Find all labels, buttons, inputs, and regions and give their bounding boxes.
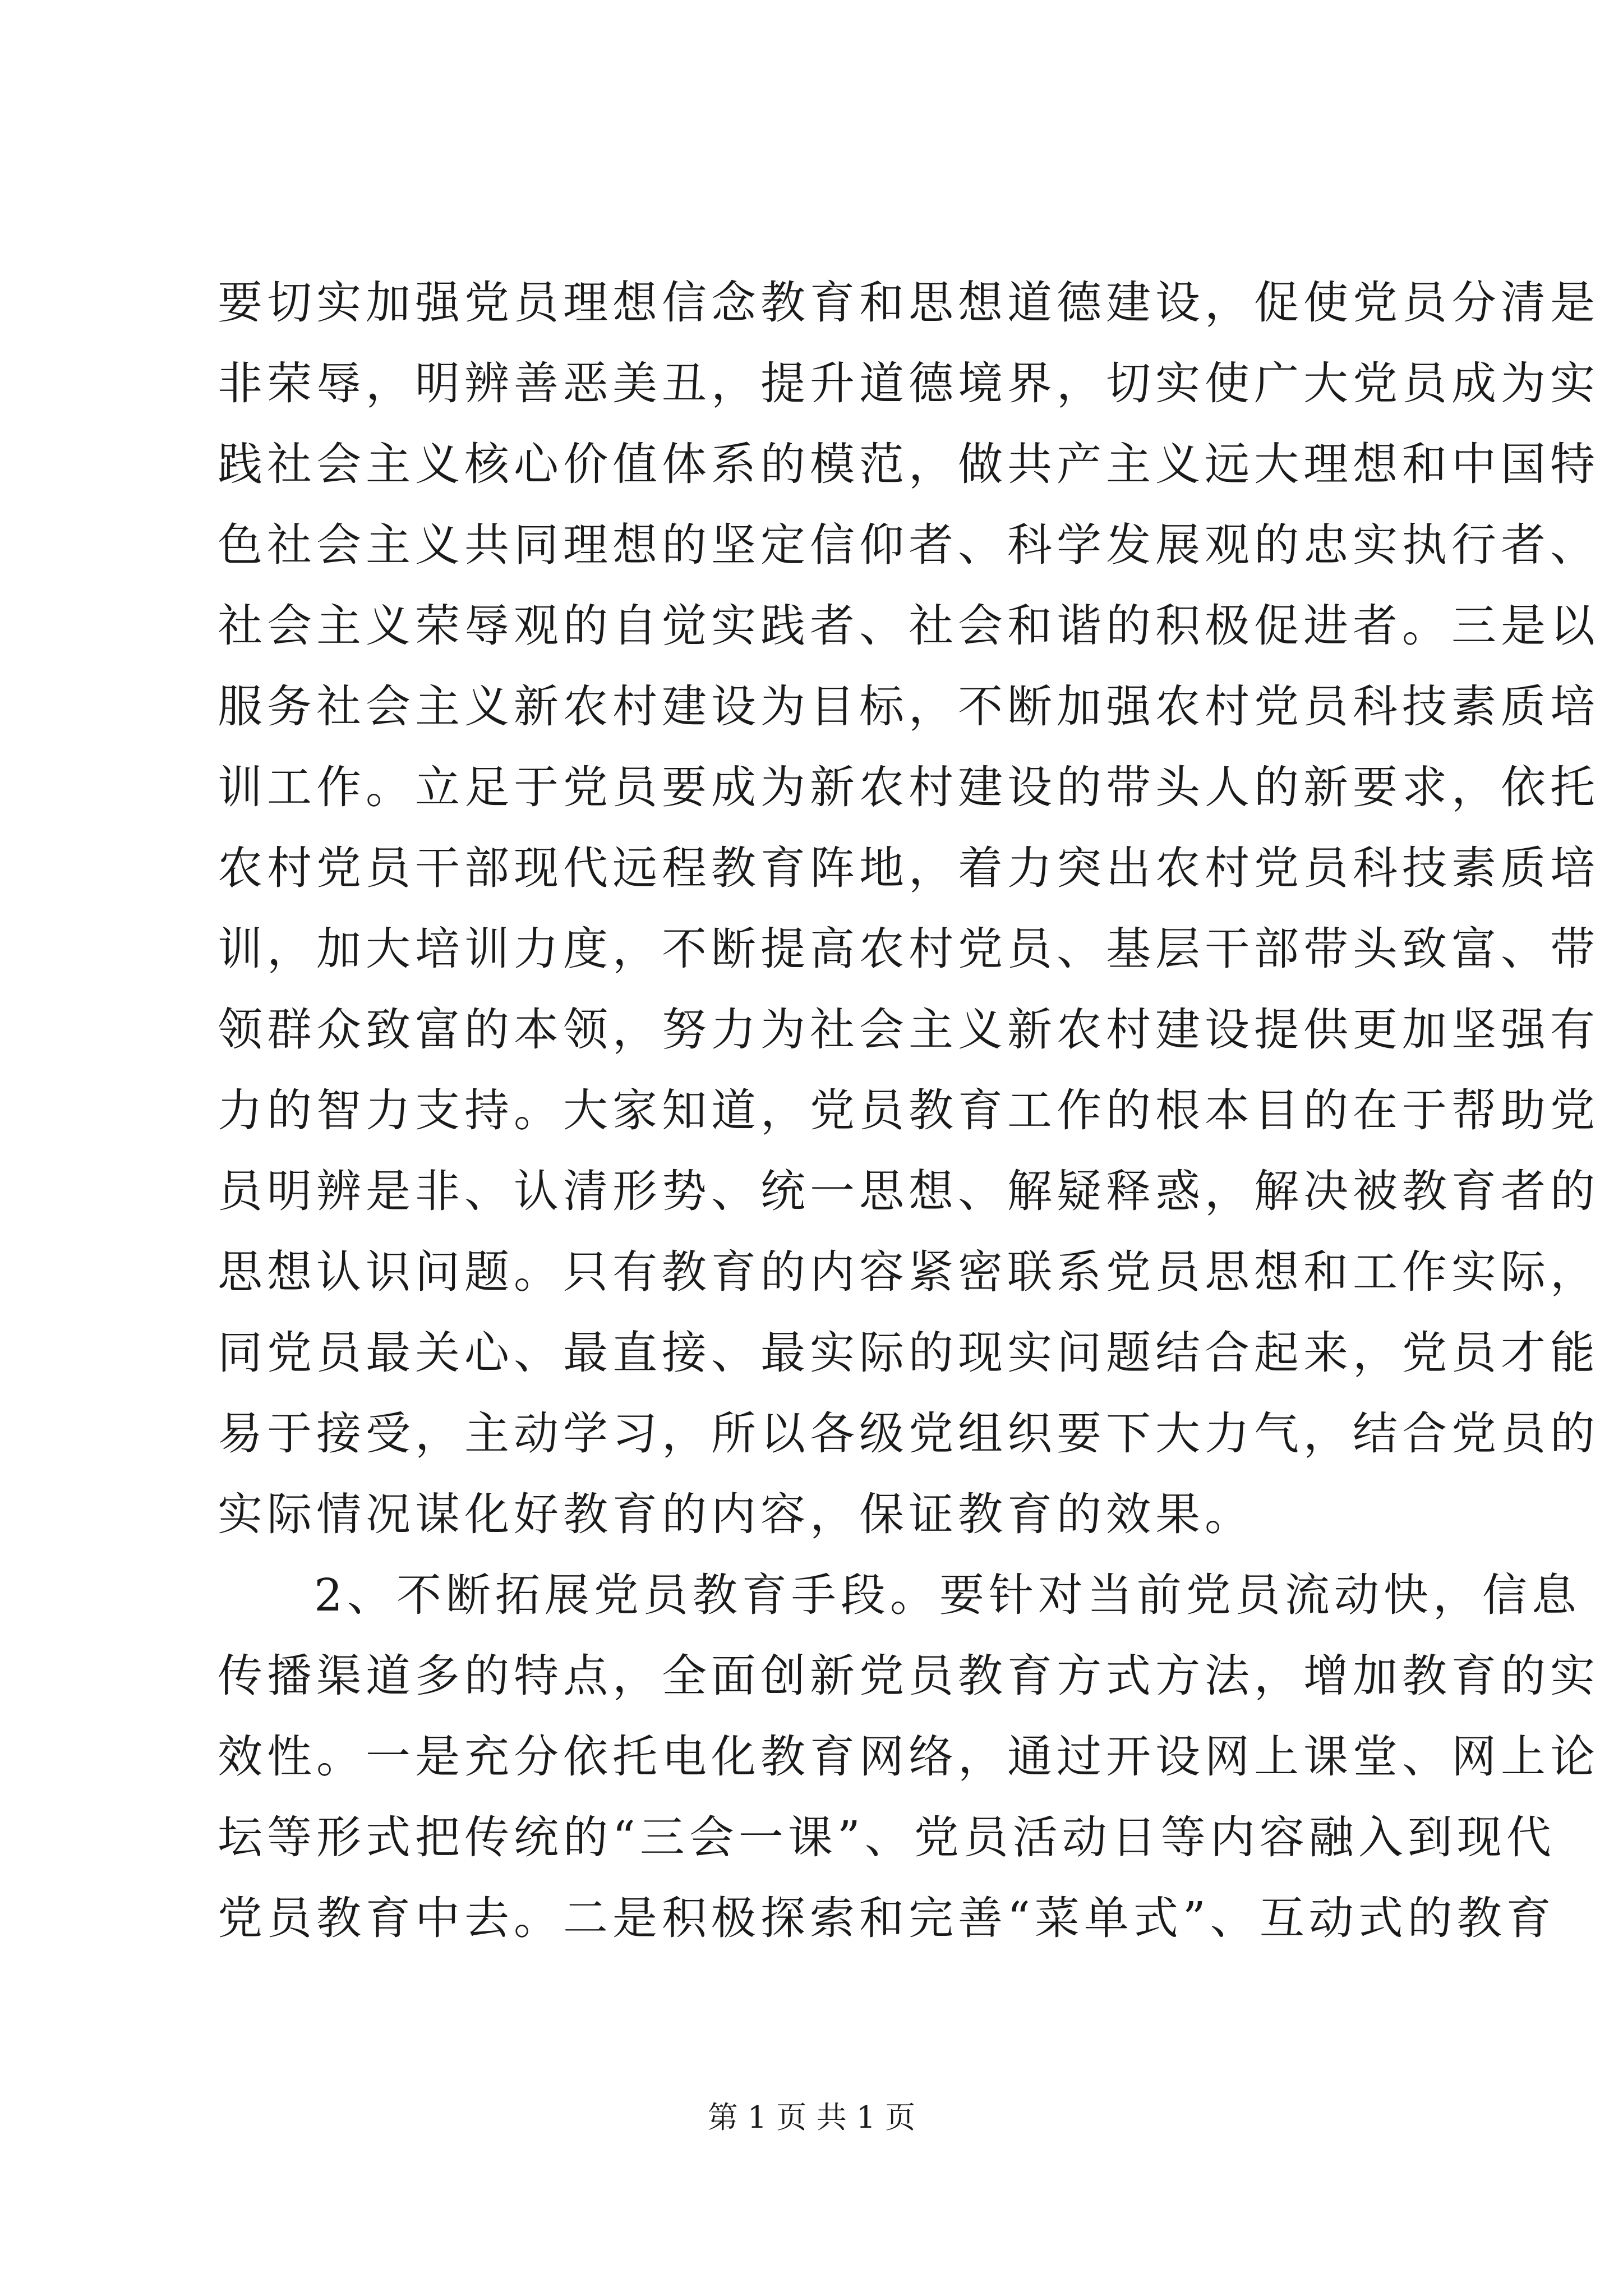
text-line: 坛等形式把传统的“三会一课”、党员活动日等内容融入到现代	[218, 1811, 1556, 1864]
text-line: 训，加大培训力度，不断提高农村党员、基层干部带头致富、带	[218, 923, 1599, 975]
text-line: 要切实加强党员理想信念教育和思想道德建设，促使党员分清是	[218, 277, 1599, 329]
body-text	[218, 263, 1599, 1959]
text-line: 思想认识问题。只有教育的内容紧密联系党员思想和工作实际，	[218, 1246, 1599, 1298]
text-line: 领群众致富的本领，努力为社会主义新农村建设提供更加坚强有	[218, 1004, 1599, 1056]
text-line-paragraph-start: 2、不断拓展党员教育手段。要针对当前党员流动快，信息	[314, 1569, 1581, 1621]
text-line: 服务社会主义新农村建设为目标，不断加强农村党员科技素质培	[218, 680, 1599, 733]
text-line: 社会主义荣辱观的自觉实践者、社会和谐的积极促进者。三是以	[218, 600, 1599, 652]
text-line: 力的智力支持。大家知道，党员教育工作的根本目的在于帮助党	[218, 1084, 1599, 1137]
page-number-footer: 第 1 页 共 1 页	[707, 2100, 916, 2135]
text-line: 非荣辱，明辨善恶美丑，提升道德境界，切实使广大党员成为实	[218, 357, 1599, 409]
text-line: 传播渠道多的特点，全面创新党员教育方式方法，增加教育的实	[218, 1650, 1599, 1702]
text-line: 践社会主义核心价值体系的模范，做共产主义远大理想和中国特	[218, 438, 1599, 490]
text-line: 色社会主义共同理想的坚定信仰者、科学发展观的忠实执行者、	[218, 519, 1599, 571]
text-line: 效性。一是充分依托电化教育网络，通过开设网上课堂、网上论	[218, 1731, 1599, 1783]
text-line: 党员教育中去。二是积极探索和完善“菜单式”、互动式的教育	[218, 1892, 1556, 1944]
text-line: 同党员最关心、最直接、最实际的现实问题结合起来，党员才能	[218, 1327, 1599, 1379]
text-line: 员明辨是非、认清形势、统一思想、解疑释惑，解决被教育者的	[218, 1165, 1599, 1217]
text-line: 易于接受，主动学习，所以各级党组织要下大力气，结合党员的	[218, 1407, 1599, 1460]
text-line: 农村党员干部现代远程教育阵地，着力突出农村党员科技素质培	[218, 842, 1599, 894]
text-line: 训工作。立足于党员要成为新农村建设的带头人的新要求，依托	[218, 761, 1599, 813]
text-line-paragraph-end: 实际情况谋化好教育的内容，保证教育的效果。	[218, 1488, 1254, 1540]
